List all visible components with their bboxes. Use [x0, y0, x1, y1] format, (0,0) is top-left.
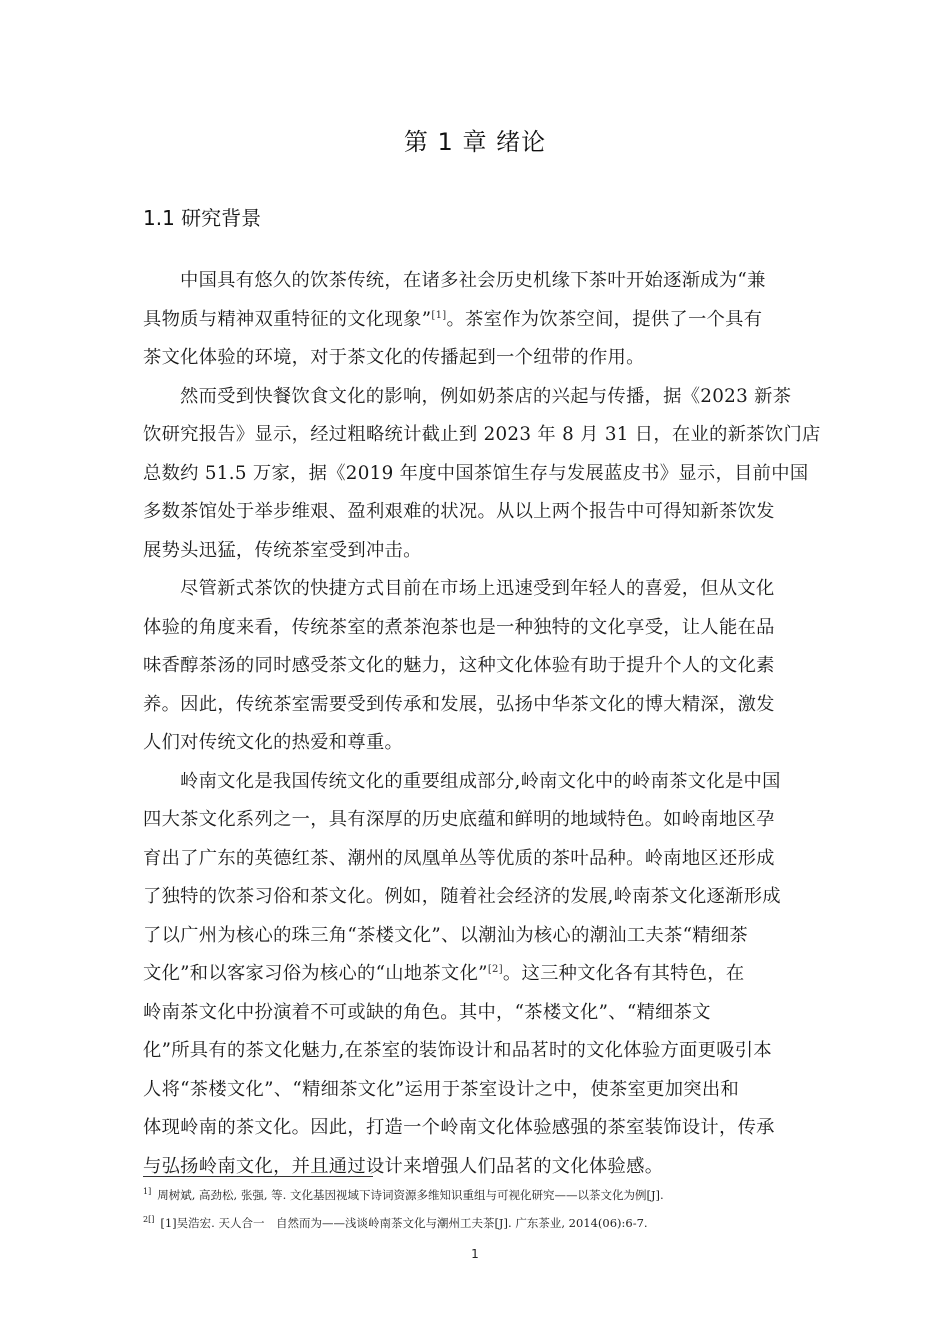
- text-line: 多数茶馆处于举步维艰、盈利艰难的状况。从以上两个报告中可得知新茶饮发: [143, 501, 775, 522]
- footnote-text: [1]吴浩宏. 天人合一 自然而为——浅谈岭南茶文化与潮州工夫茶[J]. 广东茶业, 2014(06):6-7.: [160, 1216, 648, 1230]
- text-line: 茶文化体验的环境，对于茶文化的传播起到一个纽带的作用。: [143, 347, 645, 368]
- text-line: [143, 301, 807, 340]
- text-line: 然而受到快餐饮食文化的影响，例如奶茶店的兴起与传播，据《2023 新茶: [180, 385, 792, 407]
- footnote-mark[interactable]: 2[]: [143, 1215, 155, 1225]
- text-line: 养。因此，传统茶室需要受到传承和发展，弘扬中华茶文化的博大精深，激发: [143, 693, 775, 715]
- text-segment: 。茶室作为饮茶空间，提供了一个具有: [446, 308, 763, 330]
- text-line: 岭南文化是我国传统文化的重要组成部分,岭南文化中的岭南茶文化是中国: [180, 770, 781, 792]
- section-title: 1.1 研究背景: [143, 206, 262, 230]
- footnote-2: [143, 1209, 823, 1237]
- page-number: 1: [471, 1247, 479, 1261]
- text-line: 人将“茶楼文化”、“精细茶文化”运用于茶室设计之中，使茶室更加突出和: [143, 1078, 740, 1100]
- text-line: 味香醇茶汤的同时感受茶文化的魅力，这种文化体验有助于提升个人的文化素: [143, 655, 775, 676]
- citation-ref-1[interactable]: [1]: [431, 309, 447, 321]
- text-line: 与弘扬岭南文化，并且通过设计来增强人们品茗的文化体验感。: [143, 1155, 664, 1177]
- text-segment: 文化”和以客家习俗为核心的“山地茶文化”: [143, 963, 488, 984]
- paragraph-3: [143, 570, 807, 763]
- text-line: [143, 955, 807, 994]
- text-line: 尽管新式茶饮的快捷方式目前在市场上迅速受到年轻人的喜爱，但从文化: [180, 578, 775, 599]
- footnote-1: [143, 1181, 823, 1209]
- text-line: 化”所具有的茶文化魅力,在茶室的装饰设计和品茗时的文化体验方面更吸引本: [143, 1040, 772, 1061]
- paragraph-1: [143, 262, 807, 378]
- text-line: 了独特的饮茶习俗和茶文化。例如，随着社会经济的发展,岭南茶文化逐渐形成: [143, 886, 781, 907]
- text-line: 中国具有悠久的饮茶传统，在诸多社会历史机缘下茶叶开始逐渐成为“兼: [180, 270, 766, 291]
- text-line: 体验的角度来看，传统茶室的煮茶泡茶也是一种独特的文化享受，让人能在品: [143, 616, 775, 638]
- paragraph-2: [143, 378, 821, 571]
- text-line: 展势头迅猛，传统茶室受到冲击。: [143, 539, 422, 561]
- text-line: 四大茶文化系列之一，具有深厚的历史底蕴和鲜明的地域特色。如岭南地区孕: [143, 809, 775, 830]
- body-text: [143, 262, 821, 1186]
- text-line: 了以广州为核心的珠三角“茶楼文化”、以潮汕为核心的潮汕工夫茶“精细茶: [143, 924, 748, 946]
- text-segment: 具物质与精神双重特征的文化现象”: [143, 308, 432, 330]
- text-line: 人们对传统文化的热爱和尊重。: [143, 732, 404, 753]
- footnote-separator: [143, 1176, 373, 1177]
- text-segment: 。这三种文化各有其特色，在: [502, 963, 745, 984]
- footnote-text: 周树斌, 高劲松, 张强, 等. 文化基因视域下诗词资源多维知识重组与可视化研究——以茶文化为例[J].: [157, 1188, 664, 1202]
- text-line: 总数约 51.5 万家，据《2019 年度中国茶馆生存与发展蓝皮书》显示，目前中国: [143, 462, 809, 484]
- citation-ref-2[interactable]: [2]: [487, 963, 503, 975]
- text-line: 育出了广东的英德红茶、潮州的凤凰单丛等优质的茶叶品种。岭南地区还形成: [143, 847, 775, 869]
- text-line: 体现岭南的茶文化。因此，打造一个岭南文化体验感强的茶室装饰设计，传承: [143, 1117, 775, 1138]
- paragraph-4: [143, 763, 807, 1187]
- footnotes: [143, 1181, 823, 1237]
- chapter-title: 第 1 章 绪论: [403, 128, 547, 156]
- footnote-mark[interactable]: 1]: [143, 1187, 152, 1197]
- text-line: 岭南茶文化中扮演着不可或缺的角色。其中，“茶楼文化”、“精细茶文: [143, 1001, 711, 1023]
- text-line: 饮研究报告》显示，经过粗略统计截止到 2023 年 8 月 31 日，在业的新茶饮门店: [143, 424, 821, 445]
